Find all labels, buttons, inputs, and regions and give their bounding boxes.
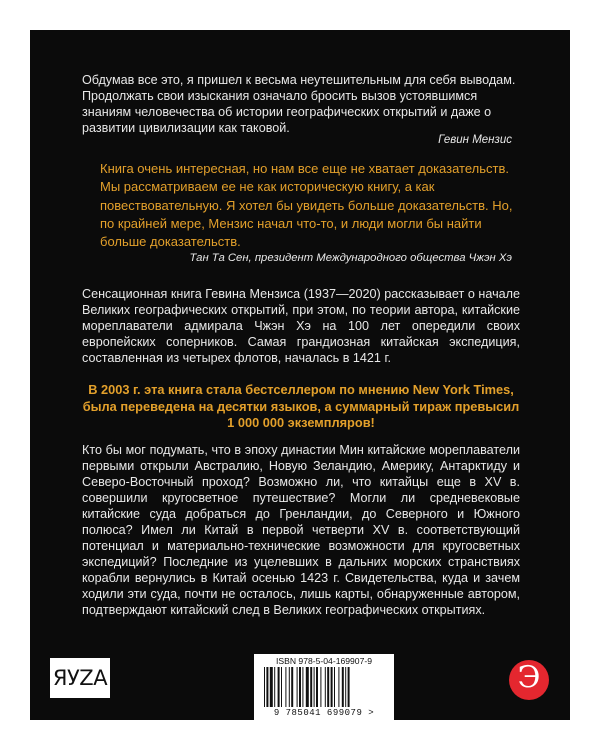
barcode-stripe (270, 667, 273, 707)
bestseller-highlight: В 2003 г. эта книга стала бестселлером по мнению New York Times, была переведена на десятки языков, а суммарный тираж превысил 1 000 000 экземпляров! (82, 382, 520, 430)
yauza-logo-text: ЯУZA (52, 666, 108, 690)
barcode-stripe (285, 667, 286, 707)
barcode-stripe (348, 667, 350, 707)
eksmo-publisher-logo (509, 660, 549, 700)
barcode-stripe (306, 667, 309, 707)
eksmo-logo-glyph: Э (517, 660, 541, 695)
isbn-label: ISBN 978-5-04-169907-9 (275, 656, 373, 666)
barcode-stripe (274, 667, 275, 707)
barcode-stripe (331, 667, 333, 707)
description-paragraph-2: Кто бы мог подумать, что в эпоху династии Мин китайские мореплаватели первыми открыли Австралию, Новую Зеландию, Америку, Антарктиду и Северо-Восточный проход? Возможно ли, что китайцы еще в XV в. совершили кругосветное путешествие? Могли ли средневековые китайские суда добраться до Гренландии, до Северного и Южного полюса? Имел ли Китай в первой четверти XV в. соответствующий потенциал и материально-технические возможности для кругосветных экспедиций? Последние из уцелевших в дальних морских странствиях корабли вернулись в Китай осенью 1423 г. Свидетельства, куда и зачем ходили эти суда, почти не осталось, лишь карты, обнаруженные автором, подтверждают китайский след в Великих географических открытиях. (82, 443, 520, 617)
barcode-stripe (291, 667, 293, 707)
barcode-stripe (281, 667, 282, 707)
barcode-stripe (264, 667, 265, 707)
barcode-stripe (316, 667, 318, 707)
barcode-stripe (289, 667, 290, 707)
barcode-stripe (342, 667, 344, 707)
barcode-bars (264, 667, 384, 707)
yauza-publisher-logo (50, 658, 110, 698)
barcode-stripe (278, 667, 280, 707)
barcode-stripe (266, 667, 268, 707)
barcode-stripe (325, 667, 326, 707)
barcode-stripe (299, 667, 301, 707)
barcode-block (254, 654, 394, 720)
barcode-stripe (310, 667, 312, 707)
description-paragraph-1: Сенсационная книга Гевина Мензиса (1937—2020) рассказывает о начале Великих географических открытий, при этом, по теории автора, китайские мореплаватели адмирала Чжэн Хэ на 100 лет опередили своих европейских соперников. Самая грандиозная китайская экспедиция, составленная из четырех флотов, началась в 1421 г. (82, 287, 520, 365)
barcode-stripe (314, 667, 315, 707)
author-quote-signature: Гевин Мензис (438, 134, 512, 146)
barcode-stripe (338, 667, 339, 707)
barcode-stripe (345, 667, 346, 707)
back-cover (30, 30, 570, 720)
reviewer-quote-text: Книга очень интересная, но нам все еще не хватает доказательств. Мы рассматриваем ее не как историческую книгу, а как повествовательную. Я хотел бы увидеть больше доказательств. Но, по крайней мере, Мензис начал что-то, и люди могли бы найти больше доказательств. (100, 161, 513, 250)
barcode-stripe (327, 667, 329, 707)
barcode-stripe (320, 667, 321, 707)
barcode-stripe (297, 667, 298, 707)
barcode-number: 9 785041 699079 > (273, 708, 375, 718)
author-quote-text: Обдумав все это, я пришел к весьма неутешительным для себя выводам. Продолжать свои изыскания означало бросить вызов устоявшимся знаниям человечества об истории географических открытий и даже о развитии цивилизации как таковой. (82, 73, 516, 135)
barcode-stripe (334, 667, 335, 707)
reviewer-quote-signature: Тан Та Сен, президент Международного общества Чжэн Хэ (189, 252, 512, 264)
cover-footer (30, 638, 570, 720)
barcode-stripe (302, 667, 303, 707)
